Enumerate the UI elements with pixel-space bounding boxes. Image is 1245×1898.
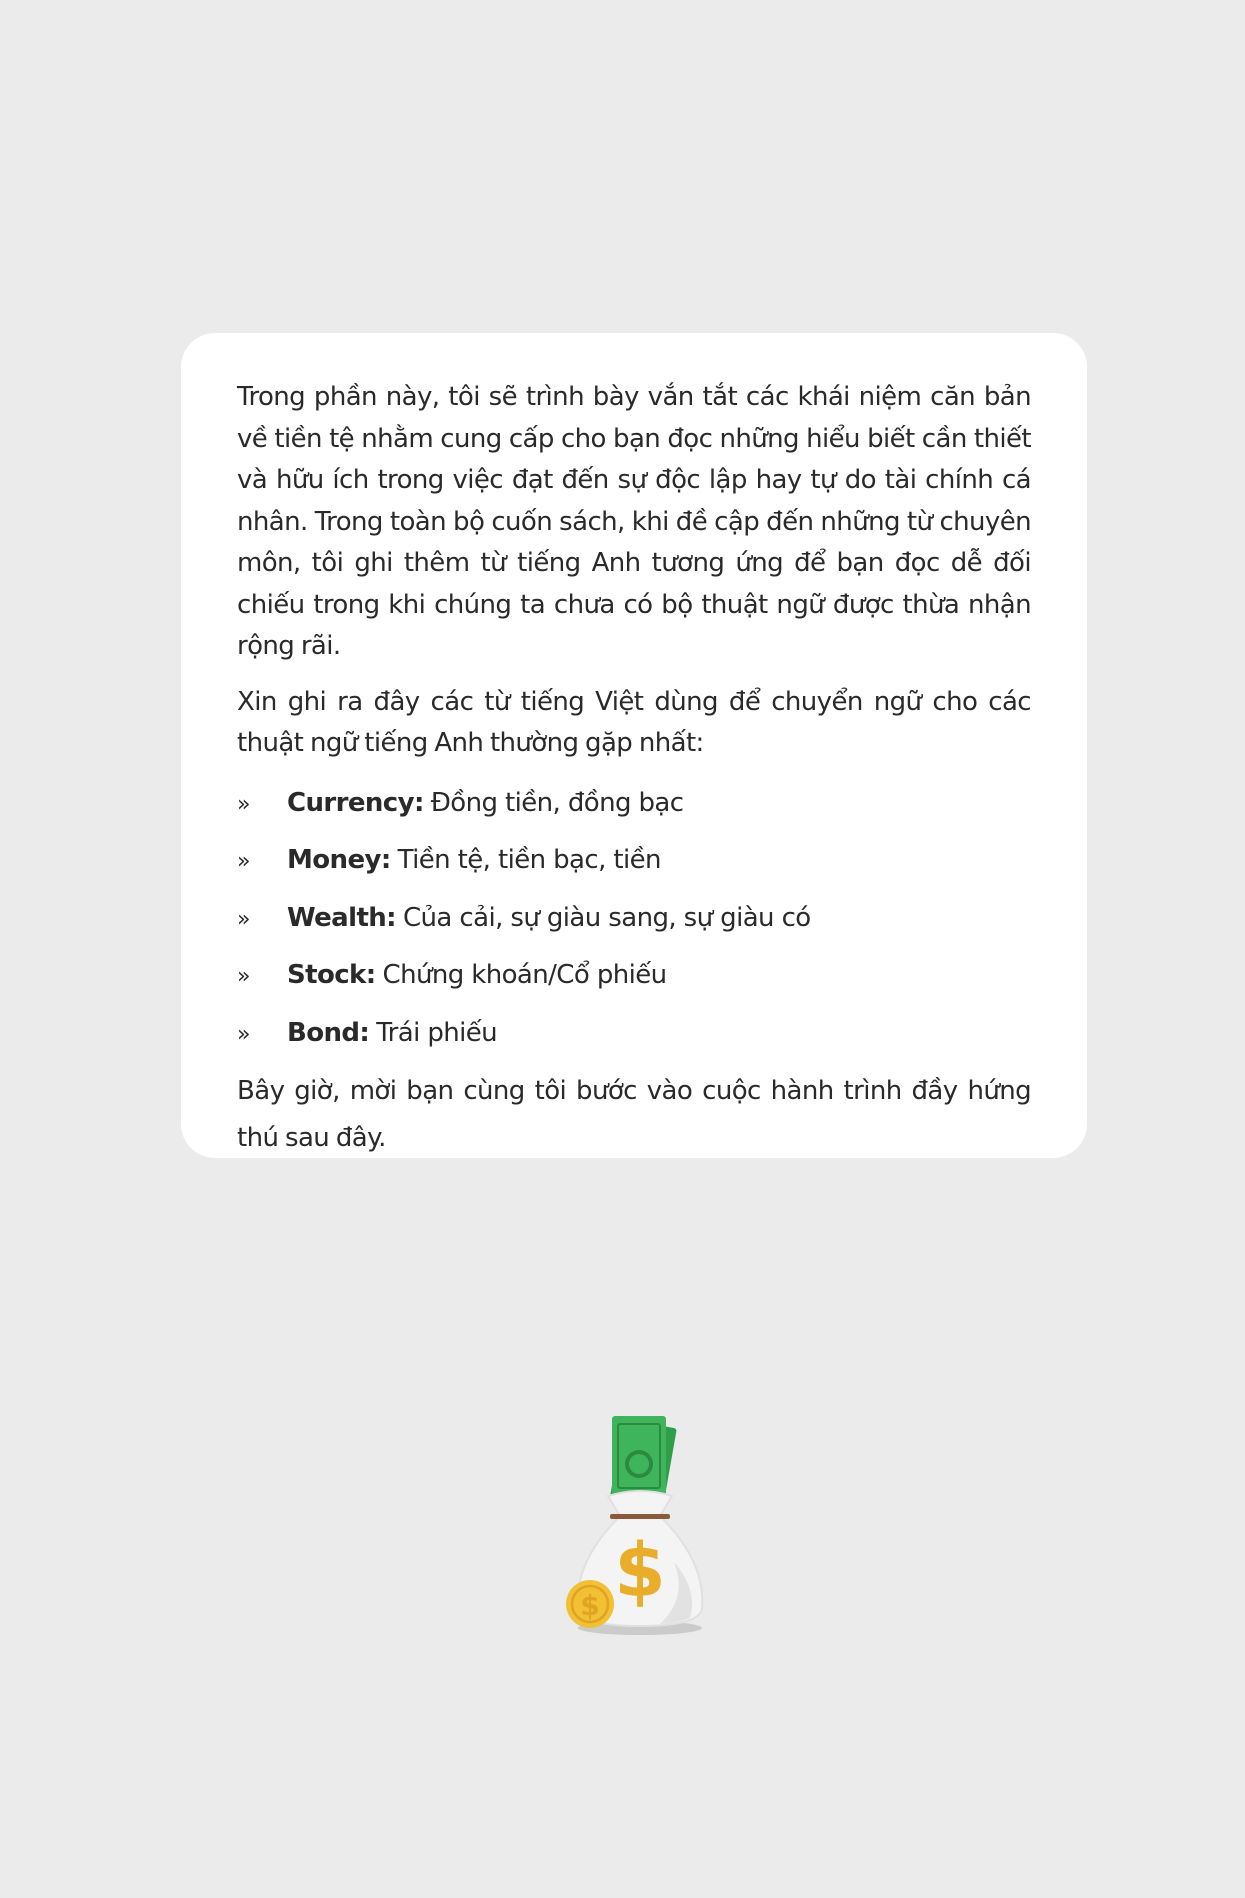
term-meaning: Đồng tiền, đồng bạc bbox=[430, 787, 684, 818]
term-label: Money: bbox=[287, 845, 391, 875]
term-label: Currency: bbox=[287, 787, 424, 818]
list-item bbox=[237, 1005, 1031, 1063]
bullet-icon: » bbox=[237, 906, 250, 932]
bullet-icon: » bbox=[237, 791, 250, 817]
terms-intro-paragraph: Xin ghi ra đây các từ tiếng Việt dùng để chuyển ngữ cho các thuật ngữ tiếng Anh thường gặp nhất: bbox=[237, 686, 1031, 758]
term-meaning: Trái phiếu bbox=[376, 1017, 498, 1048]
money-bag-graphic bbox=[556, 1412, 716, 1640]
list-item bbox=[237, 832, 1031, 890]
term-label: Bond: bbox=[287, 1017, 370, 1048]
bullet-icon: » bbox=[237, 849, 250, 874]
term-meaning: Tiền tệ, tiền bạc, tiền bbox=[397, 845, 661, 875]
bullet-icon: » bbox=[237, 1021, 250, 1047]
term-label: Wealth: bbox=[287, 902, 396, 933]
content-card bbox=[181, 333, 1087, 1158]
terms-list bbox=[237, 775, 1031, 1063]
intro-paragraph: Trong phần này, tôi sẽ trình bày vắn tắt các khái niệm căn bản về tiền tệ nhằm cung cấp cho bạn đọc những hiểu biết cần thiết và hữu ích trong việc đạt đến sự độc lập hay tự do tài chính cá nhân. Trong toàn bộ cuốn sách, khi đề cập đến những từ chuyên môn, tôi ghi thêm từ tiếng Anh tương ứng để bạn đọc dễ đối chiếu trong khi chúng ta chưa có bộ thuật ngữ được thừa nhận rộng rãi. bbox=[237, 382, 1031, 661]
dollar-sign: $ bbox=[614, 1528, 666, 1614]
coin-dollar-sign: $ bbox=[580, 1589, 600, 1622]
money-bag-icon bbox=[556, 1412, 716, 1640]
term-meaning: Chứng khoán/Cổ phiếu bbox=[382, 960, 667, 990]
bullet-icon: » bbox=[237, 964, 250, 989]
list-item bbox=[237, 890, 1031, 948]
closing-paragraph: Bây giờ, mời bạn cùng tôi bước vào cuộc hành trình đầy hứng thú sau đây. bbox=[237, 1076, 1031, 1153]
term-meaning: Của cải, sự giàu sang, sự giàu có bbox=[402, 902, 811, 933]
list-item bbox=[237, 775, 1031, 833]
term-label: Stock: bbox=[287, 960, 376, 990]
list-item bbox=[237, 947, 1031, 1005]
